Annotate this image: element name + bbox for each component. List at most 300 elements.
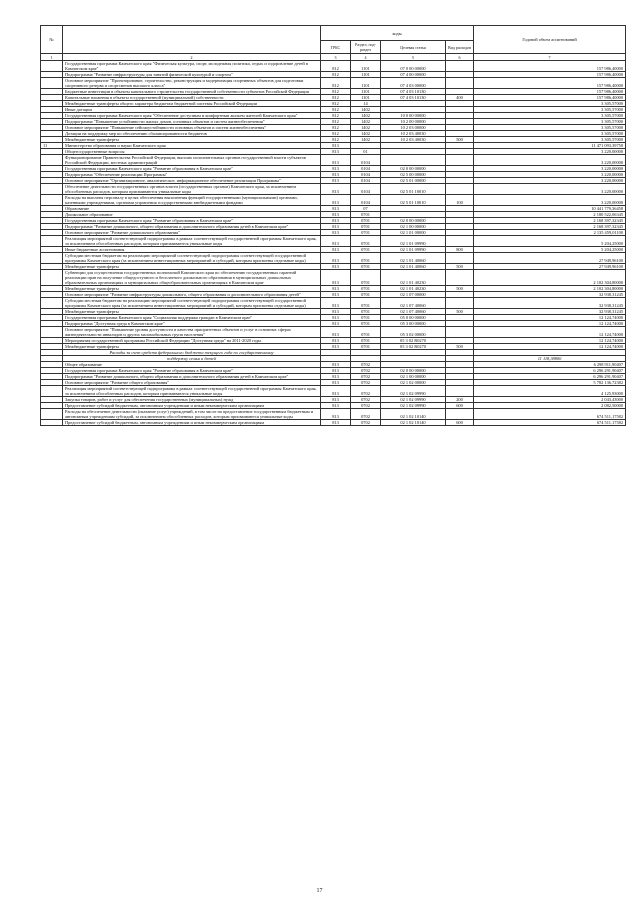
cell-name: Государственная программа Камчатского края "Физическая культура, спорт, молодежная политика, отдых и оздоровление детей в Камчатском крае" [63, 61, 321, 72]
cell-name: Основное мероприятие "Повышение уровня доступности и качества приоритетных объектов и услуг в основных сферах жизнедеятельности инвалидов и других маломобильных групп населения" [63, 327, 321, 338]
cell-amount: 157 986,40000 [474, 61, 626, 72]
cell-name: Межбюджетные трансферты общего характера бюджетам бюджетной системы Российской Федерации [63, 101, 321, 107]
cell-target-article: 02 1 02 00000 [381, 380, 446, 386]
table-row [41, 298, 626, 309]
cell-num [41, 195, 63, 206]
cell-razdel: 1402 [351, 113, 381, 119]
cell-grbs: 813 [321, 218, 351, 224]
cell-target-article: 07 4 03 00000 [381, 78, 446, 89]
cell-target-article: 02 1 07 40060 [381, 298, 446, 309]
cell-razdel: 0702 [351, 420, 381, 426]
table-row [41, 327, 626, 338]
cell-grbs: 813 [321, 230, 351, 236]
cell-grbs: 813 [321, 195, 351, 206]
cell-razdel: 0701 [351, 327, 381, 338]
cell-name: Расходы за счет средств федерального бюджета текущего года по государственному [63, 350, 321, 356]
cell-target-article: 05 0 00 00000 [381, 315, 446, 321]
cell-name: Подпрограмма "Развитие дошкольного, общего образования и дополнительного образования детей в Камчатском крае" [63, 224, 321, 230]
cell-target-article: 07 4 00 00000 [381, 72, 446, 78]
cell-amount: 11 471 093,39758 [474, 143, 626, 149]
table-row [41, 195, 626, 206]
cell-grbs: 813 [321, 420, 351, 426]
cell-razdel: 0701 [351, 298, 381, 309]
cell-expense-type [446, 270, 474, 286]
cell-razdel: 0104 [351, 172, 381, 178]
table-row [41, 253, 626, 264]
header-index: 6 [446, 54, 474, 61]
cell-target-article: 02 1 01 40230 [381, 270, 446, 286]
cell-target-article: 10 2 03 00000 [381, 125, 446, 131]
cell-num [41, 420, 63, 426]
cell-grbs: 813 [321, 380, 351, 386]
cell-name: Предоставление субсидий бюджетным, автономным учреждениям и иным некоммерческим организациям [63, 420, 321, 426]
cell-target-article: 02 1 01 00000 [381, 230, 446, 236]
cell-grbs: 813 [321, 264, 351, 270]
cell-target-article: 02 1 02 10140 [381, 409, 446, 420]
cell-grbs: 812 [321, 125, 351, 131]
cell-name: Подпрограмма "Доступная среда в Камчатском крае" [63, 321, 321, 327]
cell-amount: 3 220,00000 [474, 172, 626, 178]
cell-name: Расходы на обеспечение деятельности (оказание услуг) учреждений, в том числе на предоставление государственным бюджетным и автономным учреждениям субсидий, за исключением обособленных расходов, которым присваиваются уникальные коды [63, 409, 321, 420]
cell-name: Дошкольное образование [63, 212, 321, 218]
cell-name: Предоставление субсидий бюджетным, автономным учреждениям и иным некоммерческим организациям [63, 403, 321, 409]
cell-target-article: 05 3 02 R0270 [381, 338, 446, 344]
cell-grbs: 813 [321, 149, 351, 155]
cell-razdel: 1101 [351, 78, 381, 89]
cell-amount: 6 296 291,90407 [474, 368, 626, 374]
cell-expense-type [446, 184, 474, 195]
cell-razdel: 0104 [351, 178, 381, 184]
header-index: 7 [474, 54, 626, 61]
cell-target-article: 02 1 01 40230 [381, 286, 446, 292]
cell-target-article [381, 155, 446, 166]
cell-name: поддержку семьи и детей [63, 356, 321, 362]
cell-name: Иные бюджетные ассигнования [63, 247, 321, 253]
cell-target-article: 05 3 02 R0270 [381, 344, 446, 350]
cell-razdel: 0701 [351, 292, 381, 298]
cell-name: Основное мероприятие "Организационное, аналитическое, информационное обеспечение реализации Программы" [63, 178, 321, 184]
cell-grbs: 813 [321, 403, 351, 409]
cell-amount: 2 180 522,06345 [474, 212, 626, 218]
cell-expense-type: 500 [446, 286, 474, 292]
cell-razdel: 1101 [351, 72, 381, 78]
cell-num [41, 409, 63, 420]
cell-amount: 157 986,40000 [474, 72, 626, 78]
cell-razdel: 0701 [351, 315, 381, 321]
cell-grbs: 813 [321, 362, 351, 368]
cell-razdel: 1402 [351, 131, 381, 137]
cell-name: Капитальные вложения в объекты государственной (муниципальной) собственности [63, 95, 321, 101]
cell-razdel: 0701 [351, 309, 381, 315]
cell-razdel: 0702 [351, 397, 381, 403]
cell-target-article: 02 1 07 40060 [381, 309, 446, 315]
cell-grbs: 813 [321, 321, 351, 327]
cell-razdel: 0104 [351, 195, 381, 206]
cell-grbs: 813 [321, 143, 351, 149]
cell-num [41, 253, 63, 264]
cell-target-article: 10 2 00 00000 [381, 119, 446, 125]
table-row [41, 78, 626, 89]
cell-expense-type: 200 [446, 397, 474, 403]
cell-name: Межбюджетные трансферты [63, 286, 321, 292]
cell-name: Функционирование Правительства Российской Федерации, высших исполнительных органов государственной власти субъектов Российской Федерации, местных администраций [63, 155, 321, 166]
cell-razdel: 1402 [351, 125, 381, 131]
cell-razdel: 14 [351, 101, 381, 107]
cell-expense-type [446, 298, 474, 309]
side-margin-stamp [2, 350, 8, 500]
cell-amount: 5 782 136,72382 [474, 380, 626, 386]
header-index: 5 [381, 54, 446, 61]
cell-num [41, 270, 63, 286]
cell-amount: 5 204,25000 [474, 236, 626, 247]
cell-amount: 10 441 779,36458 [474, 206, 626, 212]
cell-razdel: 0702 [351, 362, 381, 368]
cell-grbs: 813 [321, 155, 351, 166]
cell-amount: 4 125,93000 [474, 386, 626, 397]
cell-amount: 32 938,31245 [474, 292, 626, 298]
cell-name: Субсидии местным бюджетам на реализацию мероприятий соответствующей подпрограммы соответствующей государственной программы Камчатского края (за исключением инвестиционных мероприятий и субсидий, которым присвоены отдельные коды) [63, 253, 321, 264]
cell-name: Закупка товаров, работ и услуг для обеспечения государственных (муниципальных) нужд [63, 397, 321, 403]
cell-name: Министерство образования и науки Камчатского края [63, 143, 321, 149]
cell-name: Основное мероприятие "Проектирование, строительство, реконструкция и модернизация спортивных объектов для подготовки спортивного резерва и спортсменов высокого класса" [63, 78, 321, 89]
cell-grbs: 812 [321, 89, 351, 95]
cell-expense-type: 400 [446, 95, 474, 101]
cell-expense-type [446, 155, 474, 166]
cell-target-article: 02 1 01 09990 [381, 247, 446, 253]
cell-amount: 2 102 304,80000 [474, 286, 626, 292]
cell-target-article: 10 0 00 00000 [381, 113, 446, 119]
cell-amount: 27 949,96100 [474, 264, 626, 270]
cell-razdel: 1101 [351, 89, 381, 95]
table-row [41, 236, 626, 247]
header-vr: Вид расходов [446, 41, 474, 54]
cell-num [41, 78, 63, 89]
cell-target-article: 02 1 00 00000 [381, 224, 446, 230]
cell-grbs: 812 [321, 61, 351, 72]
cell-razdel: 0702 [351, 368, 381, 374]
cell-grbs: 813 [321, 247, 351, 253]
cell-name: Основное мероприятие "Повышение сейсмоустойчивости основных объектов и систем жизнеобеспечения" [63, 125, 321, 131]
cell-num [41, 155, 63, 166]
cell-amount: 3 305,57000 [474, 137, 626, 143]
cell-name: Обеспечение деятельности государственных органов власти (государственных органов) Камчатского края, за исключением обособленных расходов, которым присваиваются уникальные коды [63, 184, 321, 195]
cell-num [41, 236, 63, 247]
cell-expense-type [446, 236, 474, 247]
header-index: 1 [41, 54, 63, 61]
cell-name: Межбюджетные трансферты [63, 344, 321, 350]
cell-amount: 2 102 304,80000 [474, 270, 626, 286]
cell-razdel: 0702 [351, 386, 381, 397]
cell-expense-type [446, 327, 474, 338]
cell-grbs: 813 [321, 206, 351, 212]
cell-amount: 27 949,96100 [474, 253, 626, 264]
cell-expense-type: 800 [446, 247, 474, 253]
cell-name: Расходы на выплаты персоналу в целях обеспечения выполнения функций государственными (муниципальными) органами, казенными учреждениями, органами управления государственными внебюджетными фондами [63, 195, 321, 206]
cell-target-article: 02 0 00 00000 [381, 218, 446, 224]
budget-table [40, 25, 626, 426]
cell-amount: 32 938,31245 [474, 298, 626, 309]
cell-name: Основное мероприятие "Развитие дошкольного образования" [63, 230, 321, 236]
cell-razdel: 0702 [351, 374, 381, 380]
cell-expense-type: 500 [446, 264, 474, 270]
cell-target-article: 05 3 00 00000 [381, 321, 446, 327]
cell-name: Иные дотации [63, 107, 321, 113]
cell-razdel: 0701 [351, 212, 381, 218]
cell-amount: 3 305,57000 [474, 101, 626, 107]
cell-name: Общее образование [63, 362, 321, 368]
cell-grbs: 812 [321, 101, 351, 107]
cell-name: Основное мероприятие "Развитие инфраструктуры дошкольного, общего образования и дополнительного образования детей" [63, 292, 321, 298]
cell-razdel: 0701 [351, 230, 381, 236]
cell-expense-type [446, 409, 474, 420]
table-row [41, 386, 626, 397]
cell-amount: 12 124,74000 [474, 327, 626, 338]
cell-name: Реализация мероприятий соответствующей подпрограммы в рамках соответствующей государственной программы Камчатского края, за исключением обособленных расходов, которым присваиваются уникальные коды [63, 236, 321, 247]
cell-name: Государственная программа Камчатского края "Обеспечение доступным и комфортным жильем жителей Камчатского края" [63, 113, 321, 119]
cell-razdel: 0702 [351, 403, 381, 409]
cell-target-article: 02 1 01 40060 [381, 264, 446, 270]
cell-target-article: 07 4 03 10130 [381, 95, 446, 101]
cell-razdel: 0701 [351, 247, 381, 253]
cell-amount: 12 124,74000 [474, 321, 626, 327]
cell-grbs: 813 [321, 409, 351, 420]
cell-num [41, 327, 63, 338]
header-razdel: Раздел, под-раздел [351, 41, 381, 54]
cell-name: Бюджетные инвестиции в объекты капитального строительства государственной собственности субъектов Российской Федерации [63, 89, 321, 95]
cell-grbs: 813 [321, 315, 351, 321]
cell-target-article: 02 5 01 10010 [381, 184, 446, 195]
cell-num [41, 61, 63, 72]
cell-grbs: 813 [321, 212, 351, 218]
cell-grbs: 813 [321, 236, 351, 247]
header-csr: Целевая статья [381, 41, 446, 54]
cell-razdel: 0701 [351, 286, 381, 292]
cell-amount: 12 124,74000 [474, 315, 626, 321]
cell-expense-type: 500 [446, 137, 474, 143]
cell-grbs: 812 [321, 107, 351, 113]
cell-grbs: 813 [321, 224, 351, 230]
cell-target-article: 07 4 03 10130 [381, 89, 446, 95]
cell-name: Общегосударственные вопросы [63, 149, 321, 155]
cell-grbs: 813 [321, 166, 351, 172]
table-row [41, 409, 626, 420]
cell-razdel: 0104 [351, 184, 381, 195]
cell-grbs: 813 [321, 178, 351, 184]
cell-target-article: 02 1 02 09990 [381, 386, 446, 397]
cell-razdel: 1402 [351, 137, 381, 143]
cell-num [41, 298, 63, 309]
cell-target-article: 02 1 02 09990 [381, 397, 446, 403]
cell-razdel: 07 [351, 206, 381, 212]
cell-razdel: 1402 [351, 119, 381, 125]
cell-grbs: 813 [321, 344, 351, 350]
header-total: Годовой объем ассигнований [474, 26, 626, 54]
cell-target-article: 02 0 00 00000 [381, 368, 446, 374]
header-name [63, 26, 321, 54]
cell-grbs: 813 [321, 253, 351, 264]
table-row [41, 155, 626, 166]
cell-razdel: 1402 [351, 107, 381, 113]
cell-grbs: 812 [321, 113, 351, 119]
cell-amount: 6 298 911,90407 [474, 362, 626, 368]
cell-amount: 3 220,00000 [474, 149, 626, 155]
cell-expense-type: 500 [446, 309, 474, 315]
cell-name: Образование [63, 206, 321, 212]
cell-expense-type [446, 61, 474, 72]
cell-expense-type: 500 [446, 344, 474, 350]
cell-expense-type [446, 386, 474, 397]
cell-grbs: 813 [321, 172, 351, 178]
cell-grbs: 812 [321, 95, 351, 101]
table-header [41, 26, 626, 61]
cell-name: Межбюджетные трансферты [63, 309, 321, 315]
cell-amount: 3 305,57000 [474, 131, 626, 137]
table-row [41, 270, 626, 286]
cell-target-article: 10 2 03 40030 [381, 131, 446, 137]
cell-amount: 3 305,57000 [474, 119, 626, 125]
cell-target-article: 02 1 02 10140 [381, 420, 446, 426]
cell-name: Подпрограмма "Развитие инфраструктуры для занятий физической культурой и спортом" [63, 72, 321, 78]
cell-name: Государственная программа Камчатского края "Развитие образования в Камчатском крае" [63, 218, 321, 224]
cell-target-article: 02 1 02 09990 [381, 403, 446, 409]
cell-amount: 157 986,40000 [474, 95, 626, 101]
cell-amount: 157 986,40000 [474, 89, 626, 95]
cell-target-article: 02 1 01 09990 [381, 236, 446, 247]
cell-name: Государственная программа Камчатского края "Социальная поддержка граждан в Камчатском крае" [63, 315, 321, 321]
cell-amount: 674 511,17582 [474, 409, 626, 420]
cell-amount: 674 511,17582 [474, 420, 626, 426]
cell-grbs: 812 [321, 131, 351, 137]
cell-amount: 12 124,74000 [474, 338, 626, 344]
cell-name: Субвенции для осуществления государственных полномочий Камчатского края по обеспечению государственных гарантий реализации прав на получение общедоступного и бесплатного дошкольного образования в муниципальных дошкольных образовательных организациях и муниципальных общеобразовательных организациях в Камчатском крае [63, 270, 321, 286]
cell-razdel: 0701 [351, 338, 381, 344]
cell-razdel: 0701 [351, 264, 381, 270]
cell-grbs: 813 [321, 386, 351, 397]
header-index: 4 [351, 54, 381, 61]
cell-amount: 157 986,40000 [474, 78, 626, 89]
header-index-row [41, 54, 626, 61]
cell-amount: 3 305,57000 [474, 107, 626, 113]
cell-amount: 3 220,00000 [474, 195, 626, 206]
cell-target-article: 07 0 00 00000 [381, 61, 446, 72]
cell-target-article: 10 2 03 40030 [381, 137, 446, 143]
cell-amount: 3 220,00000 [474, 155, 626, 166]
cell-grbs: 813 [321, 374, 351, 380]
cell-razdel: 0701 [351, 218, 381, 224]
cell-razdel: 1101 [351, 95, 381, 101]
cell-name: Государственная программа Камчатского края "Развитие образования в Камчатском крае" [63, 368, 321, 374]
cell-target-article: 02 1 00 00000 [381, 374, 446, 380]
header-index: 3 [321, 54, 351, 61]
cell-razdel: 0702 [351, 409, 381, 420]
table-row [41, 184, 626, 195]
cell-name: Межбюджетные трансферты [63, 137, 321, 143]
header-codes: коды [321, 26, 474, 41]
cell-amount: 2 043,43000 [474, 397, 626, 403]
cell-amount: 2 168 397,32345 [474, 218, 626, 224]
cell-target-article: 05 3 02 00000 [381, 327, 446, 338]
cell-grbs: 812 [321, 72, 351, 78]
cell-amount: 3 305,57000 [474, 125, 626, 131]
cell-razdel: 1101 [351, 61, 381, 72]
budget-table-sheet [40, 25, 625, 426]
page-number: 17 [316, 888, 323, 894]
cell-target-article: 02 0 00 00000 [381, 166, 446, 172]
cell-amount: 3 305,57000 [474, 113, 626, 119]
cell-expense-type: 600 [446, 403, 474, 409]
cell-razdel: 0701 [351, 224, 381, 230]
cell-razdel: 0104 [351, 155, 381, 166]
header-grbs: ГРБС [321, 41, 351, 54]
cell-expense-type: 600 [446, 420, 474, 426]
cell-razdel: 0701 [351, 344, 381, 350]
cell-target-article: 02 5 01 10010 [381, 195, 446, 206]
cell-amount: 32 938,31245 [474, 309, 626, 315]
cell-target-article: 02 5 01 00000 [381, 178, 446, 184]
table-row [41, 420, 626, 426]
cell-num [41, 184, 63, 195]
cell-target-article: 02 1 01 40060 [381, 253, 446, 264]
cell-grbs: 813 [321, 292, 351, 298]
cell-amount: 2 082,50000 [474, 403, 626, 409]
cell-razdel: 0701 [351, 270, 381, 286]
cell-amount: 3 220,00000 [474, 166, 626, 172]
cell-name: Подпрограмма "Повышение устойчивости жилых домов, основных объектов и систем жизнеобеспечения" [63, 119, 321, 125]
table-row [41, 61, 626, 72]
cell-amount: 6 296 291,90407 [474, 374, 626, 380]
cell-grbs: 813 [321, 309, 351, 315]
cell-grbs: 812 [321, 119, 351, 125]
header-index: 2 [63, 54, 321, 61]
cell-name: Мероприятия государственной программы Российской Федерации "Доступная среда" на 2011-2020 годы [63, 338, 321, 344]
cell-amount: 12 124,74000 [474, 344, 626, 350]
cell-name: Субсидии местным бюджетам на реализацию мероприятий соответствующей подпрограммы соответствующей государственной программы Камчатского края (за исключением инвестиционных мероприятий и субсидий, которым присвоены отдельные коды) [63, 298, 321, 309]
cell-grbs: 813 [321, 368, 351, 374]
cell-name: Подпрограмма "Обеспечение реализации Программы" [63, 172, 321, 178]
cell-expense-type [446, 78, 474, 89]
cell-grbs: 813 [321, 270, 351, 286]
cell-grbs: 812 [321, 78, 351, 89]
cell-expense-type: 100 [446, 195, 474, 206]
header-num: № [41, 26, 63, 54]
cell-amount: 11 118,38800 [474, 356, 626, 362]
cell-grbs: 813 [321, 397, 351, 403]
cell-razdel: 01 [351, 149, 381, 155]
cell-name: Основное мероприятие "Развитие общего образования" [63, 380, 321, 386]
cell-razdel: 0701 [351, 321, 381, 327]
cell-grbs: 813 [321, 298, 351, 309]
cell-razdel: 0702 [351, 380, 381, 386]
cell-name: Дотации на поддержку мер по обеспечению сбалансированности бюджетов [63, 131, 321, 137]
cell-amount: 2 135 459,01100 [474, 230, 626, 236]
cell-name: Государственная программа Камчатского края "Развитие образования в Камчатском крае" [63, 166, 321, 172]
cell-grbs: 813 [321, 184, 351, 195]
cell-amount: 5 204,25000 [474, 247, 626, 253]
cell-amount: 3 220,00000 [474, 184, 626, 195]
cell-num [41, 386, 63, 397]
cell-grbs: 813 [321, 327, 351, 338]
cell-target-article: 02 1 07 00000 [381, 292, 446, 298]
cell-razdel: 0701 [351, 253, 381, 264]
cell-amount: 3 220,00000 [474, 178, 626, 184]
cell-razdel: 0701 [351, 236, 381, 247]
cell-razdel: 0104 [351, 166, 381, 172]
cell-name: Реализация мероприятий соответствующей подпрограммы в рамках соответствующей государственной программы Камчатского края, за исключением обособленных расходов, которым присваиваются уникальные коды [63, 386, 321, 397]
cell-target-article: 02 5 00 00000 [381, 172, 446, 178]
cell-expense-type [446, 253, 474, 264]
cell-name: Подпрограмма "Развитие дошкольного, общего образования и дополнительного образования детей в Камчатском крае" [63, 374, 321, 380]
cell-amount: 2 168 397,32345 [474, 224, 626, 230]
